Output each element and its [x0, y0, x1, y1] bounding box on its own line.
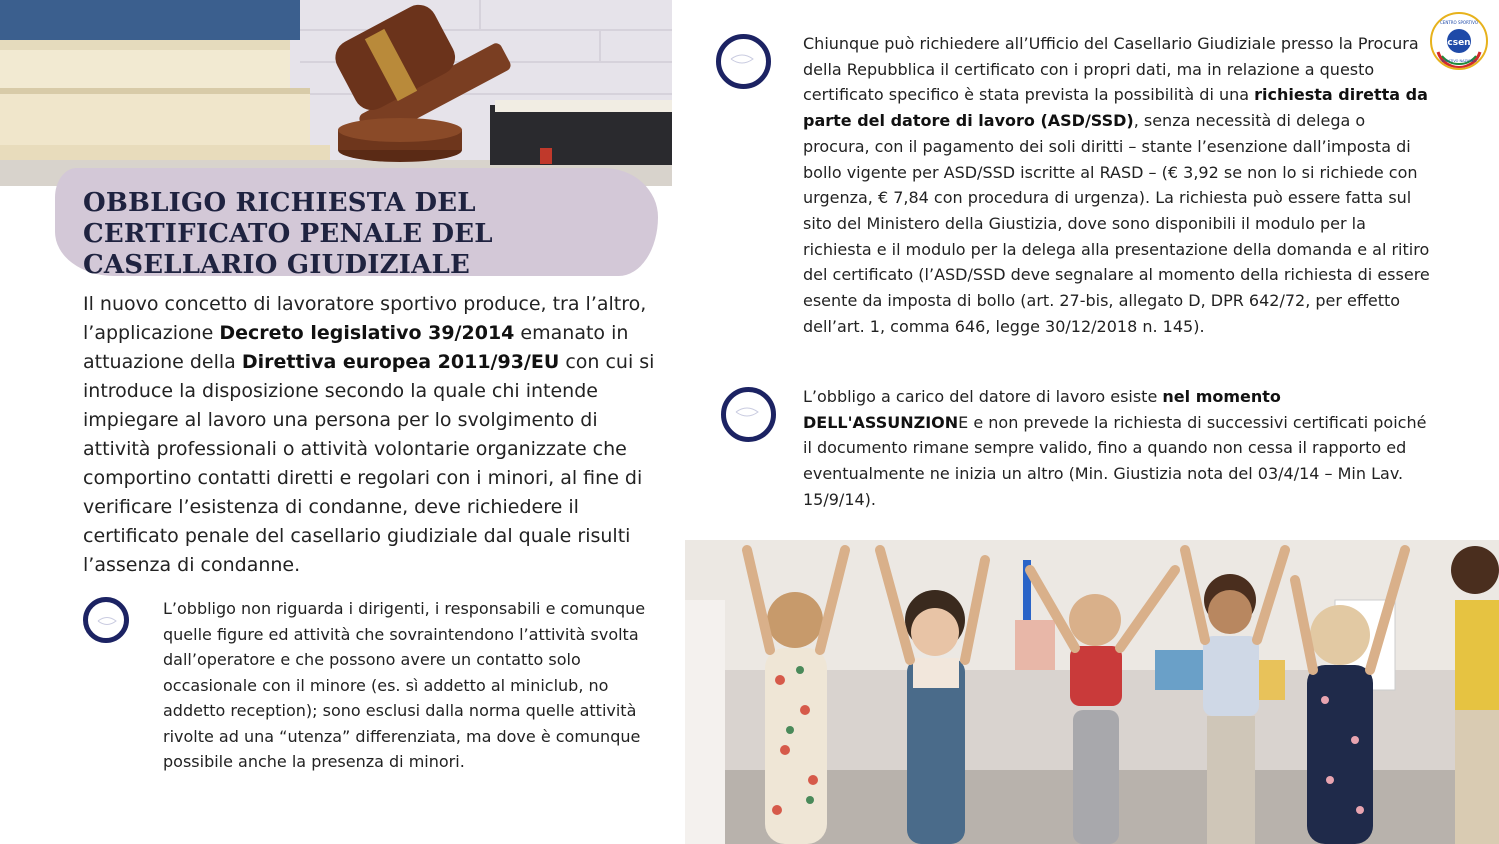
svg-text:csen: csen — [1447, 38, 1471, 48]
svg-text:CENTRO SPORTIVO: CENTRO SPORTIVO — [1440, 20, 1478, 25]
obligation-text-1: L’obbligo a carico del datore di lavoro esiste — [803, 387, 1163, 406]
intro-bold-decree: Decreto legislativo 39/2014 — [219, 322, 515, 344]
intro-text-2: emanato in attuazione della — [83, 322, 629, 373]
request-paragraph — [803, 31, 1433, 339]
circle-bullet-icon — [721, 387, 776, 442]
gavel-books-photo — [0, 0, 672, 186]
exclusion-note: L’obbligo non riguarda i dirigenti, i responsabili e comunque quelle figure ed attività che sovraintendono l’attività svolta dall’operatore e che possono avere un contatto solo occasionale con il minore (es. sì addetto al miniclub, no addetto reception); sono esclusi dalla norma quelle attività rivolte ad una “utenza” differenziata, ma dove è comunque possibile anche la presenza di minori. — [163, 599, 646, 771]
intro-bold-directive: Direttiva europea 2011/93/EU — [241, 351, 560, 373]
request-bold: richiesta diretta da parte del datore di lavoro (ASD/SSD) — [803, 85, 1428, 131]
circle-bullet-icon — [83, 597, 129, 643]
intro-text-3: con cui si introduce la disposizione secondo la quale chi intende impiegare al lavoro una persona per lo svolgimento di attività professionali o attività volontarie organizzate che comportino contatti diretti e regolari con i minori, al fine di verificare l’esistenza di condanne, deve richiedere il certificato penale del casellario giudiziale dal quale risulti l’assenza di condanne. — [83, 351, 655, 576]
obligation-text-2: E e non prevede la richiesta di successivi certificati poiché il documento rimane sempre valido, fino a quando non cessa il rapporto ed eventualmente ne inizia un altro (Min. Giustizia nota del 03/4/14 – Min Lav. 15/9/14). — [803, 412, 1427, 509]
intro-paragraph — [83, 290, 663, 580]
request-text-1: Chiunque può richiedere all’Ufficio del Casellario Giudiziale presso la Procura della Repubblica il certificato con i propri dati, ma in relazione a questo certificato specifico è stata prevista la possibilità di una — [803, 34, 1419, 105]
request-text-2: , senza necessità di delega o procura, con il pagamento dei soli diritti – stante l’esenzione dall’imposta di bollo vigente per ASD/SSD iscritte al RASD – (€ 3,92 se non lo si richiede con urgenza, € 7,84 con procedura di urgenza). La richiesta può essere fatta sul sito del Ministero della Giustizia, dove sono disponibili il modulo per la richiesta e il modulo per la delega alla presentazione della domanda e al ritiro del certificato (l’ASD/SSD deve segnalare al momento della richiesta di essere esente da imposta di bollo (art. 27-bis, allegato D, DPR 642/72, per effetto dell’art. 1, comma 646, legge 30/12/2018 n. 145). — [803, 111, 1430, 336]
intro-text-1: Il nuovo concetto di lavoratore sportivo produce, tra l’altro, l’applicazione — [83, 293, 647, 344]
circle-bullet-icon — [716, 34, 771, 89]
obligation-bold: nel momento DELL'ASSUNZION — [803, 387, 1281, 432]
page-title: OBBLIGO RICHIESTA DEL CERTIFICATO PENALE DEL CASELLARIO GIUDIZIALE — [83, 188, 493, 280]
csen-logo — [1430, 12, 1488, 70]
children-exercising-photo — [685, 540, 1499, 844]
svg-text:EDUCATIVO NAZIONALE: EDUCATIVO NAZIONALE — [1438, 59, 1480, 63]
obligation-paragraph — [803, 384, 1433, 513]
